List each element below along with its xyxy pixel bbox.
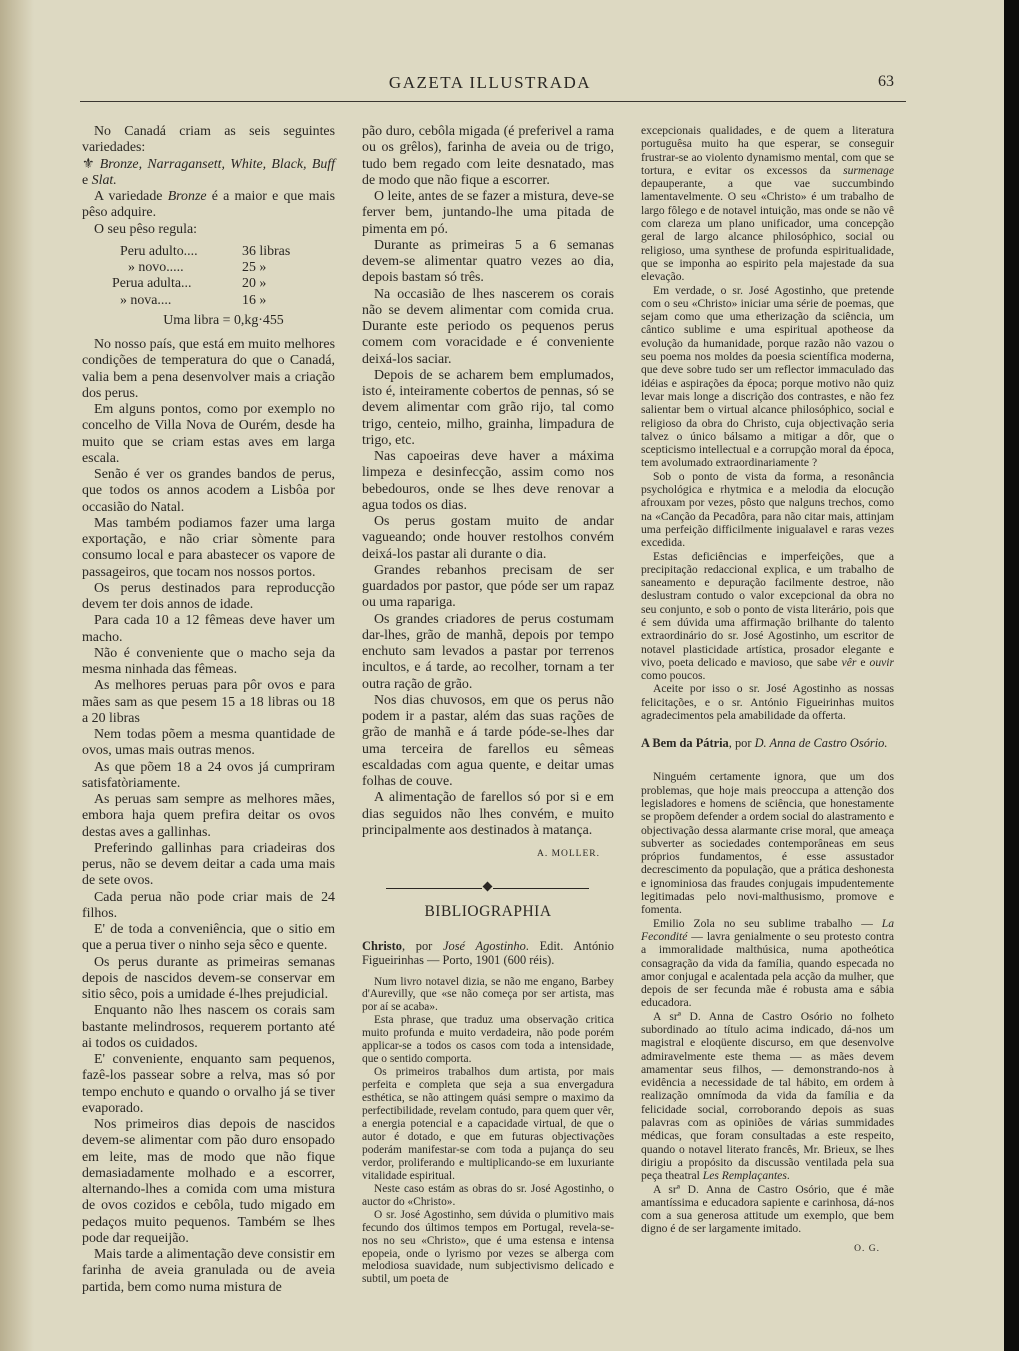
review-title: A Bem da Pátria, por D. Anna de Castro Osório. xyxy=(641,736,888,751)
paragraph: Senão é ver os grandes bandos de perus, que todos os annos acodem a Lisbôa por occasião do Natal. xyxy=(82,467,335,515)
paragraph: A srª D. Anna de Castro Osório no folheto subordinado ao título acima indicado, dá-nos um magistral e eloqüente discurso, em que desenvolve admiravelmente este thema — as mães devem amamentar seus filhos, — demonstrando-nos à evidência a necessidade de tal hábito, em ordem à realização omnímoda da vida da família e da felicidade social, corroborando depois as suas palavras com as opiniões de várias summidades médicas, que foram consultadas a este respeito, quando o notavel literato francês, Mr. Brieux, se lhes dirigiu a propósito da discussão ventilada pela sua peça theatral Les Remplaçantes. xyxy=(641,1009,894,1183)
turkey-icon: ⚜ xyxy=(82,156,100,172)
weight-table xyxy=(112,243,335,309)
paragraph: O leite, antes de se fazer a mistura, deve-se ferver bem, juntando-lhe uma pitada de pimenta em pó. xyxy=(362,189,614,237)
paragraph: A srª D. Anna de Castro Osório, que é mãe amantíssima e educadora sapiente e carinhosa, dá-nos com a sua generosa attitude um exemplo, que bem digno é de ser largamente imitado. xyxy=(641,1182,894,1236)
paragraph: Nas capoeiras deve haver a máxima limpeza e desinfecção, assim como nos bebedouros, onde se lhes deve renovar a agua todos os dias. xyxy=(362,449,614,513)
paragraph: Para cada 10 a 12 fêmeas deve haver um macho. xyxy=(82,613,335,645)
paragraph: Sob o ponto de vista da forma, a resonância psychológica e rhytmica e a melodia da elocução afrouxam por vezes, pôsto que nalguns trechos, como na «Canção da Pecadôra, para não citar mais, attinjam uma perfeição difficilmente inigualavel e raras vezes excedida. xyxy=(641,469,894,550)
section-title: BIBLIOGRAPHIA xyxy=(424,903,552,921)
paragraph: Ninguém certamente ignora, que um dos problemas, que hoje mais preoccupa a attenção dos legisladores e homens de sciência, que honestamente se propõem defender a ordem social do alastramento e objectivação dessa alarmante crise moral, que ameaça subverter as sociedades contemporâneas em seus próprios fundamentos, é esse assustador decrescimento da população, que a prática deshonesta e ignominiosa das fraudes conjugais impudentemente legitimadas pelo novi-malthusismo, promove e fomenta. xyxy=(641,770,894,917)
paragraph: Nem todas põem a mesma quantidade de ovos, umas mais outras menos. xyxy=(82,727,335,759)
column-1 xyxy=(82,124,335,1296)
column-3 xyxy=(641,124,894,1256)
article-signature: A. MOLLER. xyxy=(536,849,600,859)
running-head xyxy=(80,70,900,100)
paragraph: Esta phrase, que traduz uma observação critica muito profunda e muito verdadeira, não pode porém applicar-se a todos os casos com toda a intensidade, que o sentido comporta. xyxy=(362,1014,614,1066)
paragraph: Mais tarde a alimentação deve consistir em farinha de aveia granulada ou de aveia partida, bem como numa mistura de xyxy=(82,1247,335,1295)
paragraph: excepcionais qualidades, e de quem a literatura portuguêsa muito ha que esperar, se conseguir frustrar-se ao violento dynamismo mental, com que se tortura, e evitar os excessos da surmenage depauperante, a que vae succumbindo lamentavelmente. O seu «Christo» é um trabalho de largo fôlego e de notavel intuição, mas onde se não vê com clareza um plano unificador, uma concepção geral de largo alcance philosóphico, social ou religioso, uma synthese de profunda espiritualidade, que se imponha ao espirito pela majestade da sua elevação. xyxy=(641,124,894,284)
weight-row: Perua adulta... 20 » xyxy=(112,276,267,292)
paragraph: A variedade Bronze é a maior e que mais pêso adquire. xyxy=(82,189,335,221)
paragraph: Mas também podiamos fazer uma larga exportação, e não criar sòmente para consumo local e para abastecer os vapore de passageiros, que tocam nos nossos portos. xyxy=(82,515,335,580)
paragraph: As peruas sam sempre as melhores mães, embora haja quem prefira deitar os ovos destas aves a gallinhas. xyxy=(82,792,335,840)
page-number: 63 xyxy=(878,73,894,90)
paragraph: Os perus durante as primeiras semanas depois de nascidos devem-se conservar em sitio sêco, pois a umidade é-lhes prejudicial. xyxy=(82,954,335,1002)
paragraph: Cada perua não pode criar mais de 24 filhos. xyxy=(82,889,335,921)
paragraph: Nos dias chuvosos, em que os perus não podem ir a pastar, além das suas rações de grão de manhã e á tarde póde-se-lhes dar uma terceira de farellos eu sêmeas escaldadas com agua quente, e deitar umas folhas de couve. xyxy=(362,692,614,789)
paragraph: Os grandes criadores de perus costumam dar-lhes, grão de manhã, depois por tempo enchuto sam levados a pastar por terrenos incultos, e á tarde, ao recolher, tornam a ter outra ração de grão. xyxy=(362,611,614,692)
ornament-line-left xyxy=(386,888,482,889)
header-rule xyxy=(80,101,906,102)
paragraph: As melhores peruas para pôr ovos e para mães sam as que pesem 15 a 18 libras ou 18 a 20 libras xyxy=(82,678,335,726)
ornament-line-right xyxy=(493,888,589,889)
paragraph: No nosso país, que está em muito melhores condições de temperatura do que o Canadá, valia bem a pena desenvolver mais a criação dos perus. xyxy=(82,337,335,401)
paragraph: A alimentação de farellos só por si e em dias seguidos não lhes convém, e muito principalmente aos destinados à matança. xyxy=(362,790,614,838)
section-ornament xyxy=(362,880,614,896)
column-2 xyxy=(362,124,614,1286)
paragraph: E' conveniente, enquanto sam pequenos, fazê-los passear sobre a relva, mas só por tempo enchuto e quando o orvalho já se tiver evaporado. xyxy=(82,1052,335,1116)
paragraph: Grandes rebanhos precisam de ser guardados por pastor, que póde ser um rapaz ou uma rapariga. xyxy=(362,562,614,611)
weight-row: » novo..... 25 » xyxy=(128,260,267,275)
page-spine-shadow xyxy=(0,0,34,1351)
paragraph: Na occasião de lhes nascerem os corais não se devem alimentar com comida crua. Durante este periodo os pequenos perus comem com voracidade e é conveniente deixá-los saciar. xyxy=(362,286,614,367)
paragraph: Emilio Zola no seu sublime trabalho — La Fecondité — lavra genialmente o seu protesto contra a immoralidade malthúsica, numa apotheótica consagração da vida da família, quando especada no amor conjugal e acalentada pela acção da mulher, que depois de ser fecunda mãe é robusta ama e sábia educadora. xyxy=(641,916,894,1010)
paragraph: ⚜ Bronze, Narragansett, White, Black, Buff e Slat. xyxy=(82,156,335,188)
weight-row: » nova.... 16 » xyxy=(120,292,267,308)
paragraph: Neste caso estám as obras do sr. José Agostinho, o auctor do «Christo». xyxy=(362,1182,614,1208)
paragraph: Os perus destinados para reproducção devem ter dois annos de idade. xyxy=(82,580,335,612)
journal-title: GAZETA ILLUSTRADA xyxy=(388,73,592,92)
article-signature: O. G. xyxy=(854,1243,880,1254)
paragraph: Em verdade, o sr. José Agostinho, que pretende com o seu «Christo» iniciar uma série de poemas, que sejam como que uma etherização da sciência, um cântico sublime e uma espiritual apotheose da evolução da humanidade, porque razão não vazou o seu poema nos moldes da poesia scientífica moderna, que deve sobre tudo ser um reflector immaculado das idéias e aspirações da época; porque motivo não quiz levar mais longe a discrição dos contrastes, e não fez salientar bem o virtual alcance philosóphico, social e religioso da obra do Christo, cuja objectivação seria talvez o único bálsamo a mitigar a dôr, que o scepticismo intellectual e a corrupção moral da época, tem avolumado extraordinariamente ? xyxy=(641,283,894,470)
paragraph: Preferindo gallinhas para criadeiras dos perus, não se devem deitar a cada uma mais de sete ovos. xyxy=(82,840,335,889)
paragraph: Aceite por isso o sr. José Agostinho as nossas felicitações, e o sr. António Figueirinhas muitos agradecimentos pela amabilidade da offerta. xyxy=(641,682,894,723)
paragraph: As que põem 18 a 24 ovos já cumpriram satisfatòriamente. xyxy=(82,759,335,791)
ornament-diamond-icon xyxy=(483,882,493,892)
paragraph: O seu pêso regula: xyxy=(94,221,197,237)
paragraph: Os perus gostam muito de andar vagueando; onde houver restolhos convém deixá-los pastar ali durante o dia. xyxy=(362,514,614,562)
paragraph: Durante as primeiras 5 a 6 semanas devem-se alimentar quatro vezes ao dia, depois bastam só três. xyxy=(362,237,614,286)
paragraph: No Canadá criam as seis seguintes variedades: xyxy=(82,124,335,156)
paragraph: Depois de se acharem bem emplumados, isto é, inteiramente cobertos de pennas, só se devem alimentar com grão rijo, tal como trigo, centeio, milho, grainha, limpadura de trigo, etc. xyxy=(362,367,614,448)
paragraph: Nos primeiros dias depois de nascidos devem-se alimentar com pão duro ensopado em leite, mas de modo que não fique demasiadamente molhado e a escorrer, alternando-lhes a comida com uma mistura de ovos cozidos e cebôla, tudo migado em pedaços muito pequenos. Também se lhes pode dar requeijão. xyxy=(82,1117,335,1246)
paragraph: Em alguns pontos, como por exemplo no concelho de Villa Nova de Ourém, desde ha muito que se criam estas aves em larga escala. xyxy=(82,402,335,466)
weight-note: Uma libra = 0,kg·455 xyxy=(163,312,284,328)
review-title: Christo, por José Agostinho. Edit. António Figueirinhas — Porto, 1901 (600 réis). xyxy=(362,938,614,967)
paragraph: Enquanto não lhes nascem os corais sam bastante melindrosos, requerem portanto até ai todos os cuidados. xyxy=(82,1003,335,1051)
paragraph: Não é conveniente que o macho seja da mesma ninhada das fêmeas. xyxy=(82,645,335,677)
paragraph: E' de toda a conveniência, que o sitio em que a perua tiver o ninho seja sêco e quente. xyxy=(82,922,335,954)
paragraph: O sr. José Agostinho, sem dúvida o plumitivo mais fecundo dos últimos tempos em Portugal, revela-se-nos no seu «Christo», que é uma estensa e intensa epopeia, onde o lyrismo por vezes se alberga com melodiosa suavidade, num subjectivismo delicado e subtil, um poeta de xyxy=(362,1208,614,1286)
weight-row: Peru adulto.... 36 libras xyxy=(120,243,291,259)
paragraph: Estas deficiências e imperfeições, que a precipitação redaccional explica, e um trabalho de saneamento e depuração facilmente destroe, não deslustram contudo o valor excepcional da obra no seu conjunto, e sob o ponto de vista literário, pois que é sem dúvida uma affirmação brilhante do talento extraordinário do sr. José Agostinho, um escritor de notavel plasticidade artística, prosador elegante e vivo, poeta delicado e mavioso, que sabe vêr e ouvir como poucos. xyxy=(641,549,894,683)
paragraph: pão duro, cebôla migada (é preferivel a rama ou os grêlos), farinha de aveia ou de trigo, tudo bem regado com leite desnatado, mas de modo que não fique a escorrer. xyxy=(362,124,614,188)
paragraph: Os primeiros trabalhos dum artista, por mais perfeita e completa que seja a sua envergadura esthética, se não attingem quási sempre o maximo da perfectibilidade, revelam contudo, para quem quer vêr, a energia potencial e a capacidade virtual, de que o autor é dotado, e que em futuras objectivações poderám manifestar-se com toda a pujança do seu verdor, proliferando e multiplicando-se em luxuriante vitalidade espiritual. xyxy=(362,1066,614,1182)
paragraph: Num livro notavel dizia, se não me engano, Barbey d'Aurevilly, que «se não começa por ser artista, mas por aí se acaba». xyxy=(362,975,614,1014)
